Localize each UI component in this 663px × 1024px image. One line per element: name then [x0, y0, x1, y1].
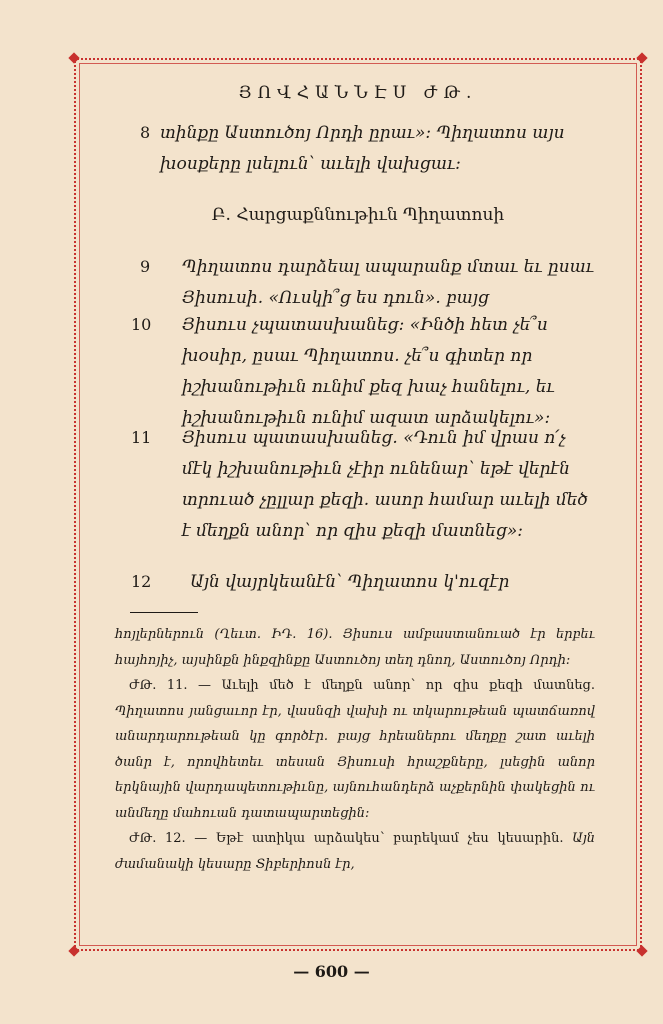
verse-number: 8: [140, 123, 151, 142]
commentary-notes: [115, 622, 595, 877]
verse-text: Այն վայրկեանէն՝ Պիղատոս կ'ուզէր: [190, 572, 510, 592]
verse-number: 10: [131, 315, 152, 334]
verse-text: տինքը Աստուծոյ Որդի ըրաւ»: Պիղատոս այս խօսքերը լսելուն՝ աւելի վախցաւ:: [160, 123, 565, 174]
section-title: Բ. Հարցաքննութիւն Պիղատոսի: [211, 205, 505, 225]
verse-text: Պիղատոս դարձեալ ապարանք մտաւ եւ ըսաւ Յիսուսի. «Ուսկի՞ց ես դուն». բայց: [182, 257, 595, 308]
commentary-paragraph: [115, 622, 595, 673]
commentary-lead: ԺԹ. 12. — Եթէ ատիկա արձակես՝ բարեկամ չես կեսարին.: [129, 831, 564, 846]
verse-number: 12: [131, 572, 152, 591]
commentary-text: Պիղատոս յանցաւոր էր, վասնզի վախի ու տկարութեան պատճառով անարդարութեան կը գործէր. բայց հրեաներու մեղքը շատ աւելի ծանր է, որովհետեւ տեսան Յիսուսի հրաշքները, լսեցին անոր երկնային վարդապետութիւնը, այնուհանդերձ աչքերնին փակեցին ու անմեղը մահուան դատապարտեցին:: [115, 703, 595, 821]
commentary-paragraph: [115, 826, 595, 877]
commentary-lead: ԺԹ. 11. — Աւելի մեծ է մեղքն անոր՝ որ զիս քեզի մատնեց.: [129, 678, 595, 693]
page-number: — 600 —: [293, 962, 370, 981]
footnote-divider: [130, 612, 198, 613]
commentary-text: հոյլերներուն (Ղեւտ. ԻԴ. 16). Յիսուս ամբաստանուած էր երբեւ հայհոյիչ, այսինքն ինքզինքը Աստուծոյ տեղ դնող, Աստուծոյ Որդի:: [115, 627, 595, 668]
commentary-text: Այն ժամանակի կեսարը Տիբերիոսն էր,: [115, 831, 595, 872]
verse-text: Յիսուս չպատասխանեց: «Ինծի հետ չե՞ս խօսիր, ըսաւ Պիղատոս. չե՞ս գիտեր որ իշխանութիւն ունիմ քեզ խաչ հանելու, եւ իշխանութիւն ունիմ ազատ արձակելու»:: [182, 315, 555, 428]
commentary-paragraph: [115, 673, 595, 826]
verse-number: 9: [140, 257, 151, 276]
running-header: ՅՈՎՀԱՆՆԷՍ ԺԹ.: [238, 83, 478, 103]
verse-text: Յիսուս պատասխանեց. «Դուն իմ վրաս ո՛չ մէկ իշխանութիւն չէիր ունենար՝ եթէ վերէն տրուած չըլլար քեզի. ասոր համար աւելի մեծ է մեղքն անոր՝ որ զիս քեզի մատնեց»:: [182, 428, 588, 541]
verse-number: 11: [131, 428, 152, 447]
